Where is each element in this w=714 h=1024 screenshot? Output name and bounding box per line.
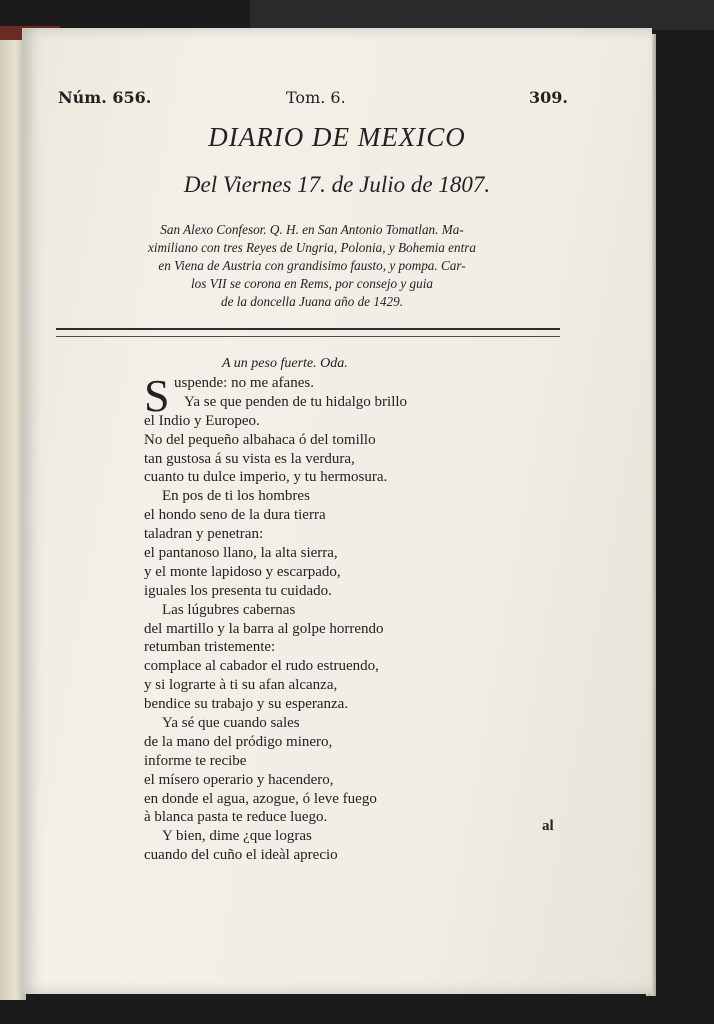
- ode-line: el mísero operario y hacendero,: [144, 771, 334, 788]
- ode-line: à blanca pasta te reduce luego.: [144, 809, 328, 826]
- ode-line: Ya se que penden de tu hidalgo brillo: [184, 393, 408, 410]
- ode-line: bendice su trabajo y su esperanza.: [144, 696, 349, 713]
- running-header: [58, 88, 568, 112]
- catchword: al: [542, 818, 554, 834]
- ode-line: En pos de ti los hombres: [162, 488, 310, 505]
- ode-line: complace al cabador el rudo estruendo,: [144, 658, 379, 675]
- ode-line: de la mano del pródigo minero,: [144, 733, 333, 750]
- newspaper-title: DIARIO DE MEXICO: [208, 122, 466, 152]
- ode-line: tan gustosa á su vista es la verdura,: [144, 450, 355, 467]
- issue-date: Del Viernes 17. de Julio de 1807.: [183, 172, 491, 197]
- section-rule: [56, 328, 560, 337]
- ode-line: Y bien, dime ¿que logras: [162, 828, 312, 845]
- issue-number: Núm. 656.: [58, 88, 152, 107]
- ode-line: el hondo seno de la dura tierra: [144, 507, 326, 524]
- saints-line: en Viena de Austria con grandisimo fausto, y pompa. Car-: [158, 258, 466, 273]
- ode-line: iguales los presenta tu cuidado.: [144, 582, 332, 599]
- tome-number: Tom. 6.: [286, 88, 346, 107]
- ode-line: el pantanoso llano, la alta sierra,: [144, 545, 338, 562]
- recto-page: [22, 28, 652, 994]
- page-number: 309.: [529, 88, 568, 107]
- saints-line: ximiliano con tres Reyes de Ungria, Polonia, y Bohemia entra: [147, 240, 477, 255]
- saints-line: de la doncella Juana año de 1429.: [220, 294, 404, 309]
- ode-line: Ya sé que cuando sales: [162, 715, 300, 732]
- ode-body: [22, 370, 652, 865]
- saints-of-the-day: [56, 221, 568, 311]
- ode-line: uspende: no me afanes.: [174, 375, 314, 391]
- ode-line: taladran y penetran:: [144, 526, 264, 543]
- ode-line: del martillo y la barra al golpe horrendo: [144, 620, 384, 637]
- drop-capital: S: [144, 370, 170, 421]
- ode-line: y el monte lapidoso y escarpado,: [144, 563, 341, 580]
- ode-line: el Indio y Europeo.: [144, 412, 260, 429]
- ode-line: cuanto tu dulce imperio, y tu hermosura.: [144, 469, 388, 486]
- saints-line: San Alexo Confesor. Q. H. en San Antonio Tomatlan. Ma-: [160, 222, 464, 237]
- ode-line: cuando del cuño el ideàl aprecio: [144, 847, 338, 864]
- ode-title: A un peso fuerte. Oda.: [222, 356, 348, 371]
- background-board: [250, 0, 714, 30]
- ode-line: en donde el agua, azogue, ó leve fuego: [144, 790, 377, 807]
- ode-line: informe te recibe: [144, 752, 247, 769]
- saints-line: los VII se corona en Rems, por consejo y guia: [191, 276, 433, 291]
- ode-line: retumban tristemente:: [144, 639, 276, 656]
- ode-line: Las lúgubres cabernas: [162, 601, 296, 618]
- ode-line: No del pequeño albahaca ó del tomillo: [144, 431, 376, 448]
- ode-line: y si lograrte à ti su afan alcanza,: [144, 677, 338, 694]
